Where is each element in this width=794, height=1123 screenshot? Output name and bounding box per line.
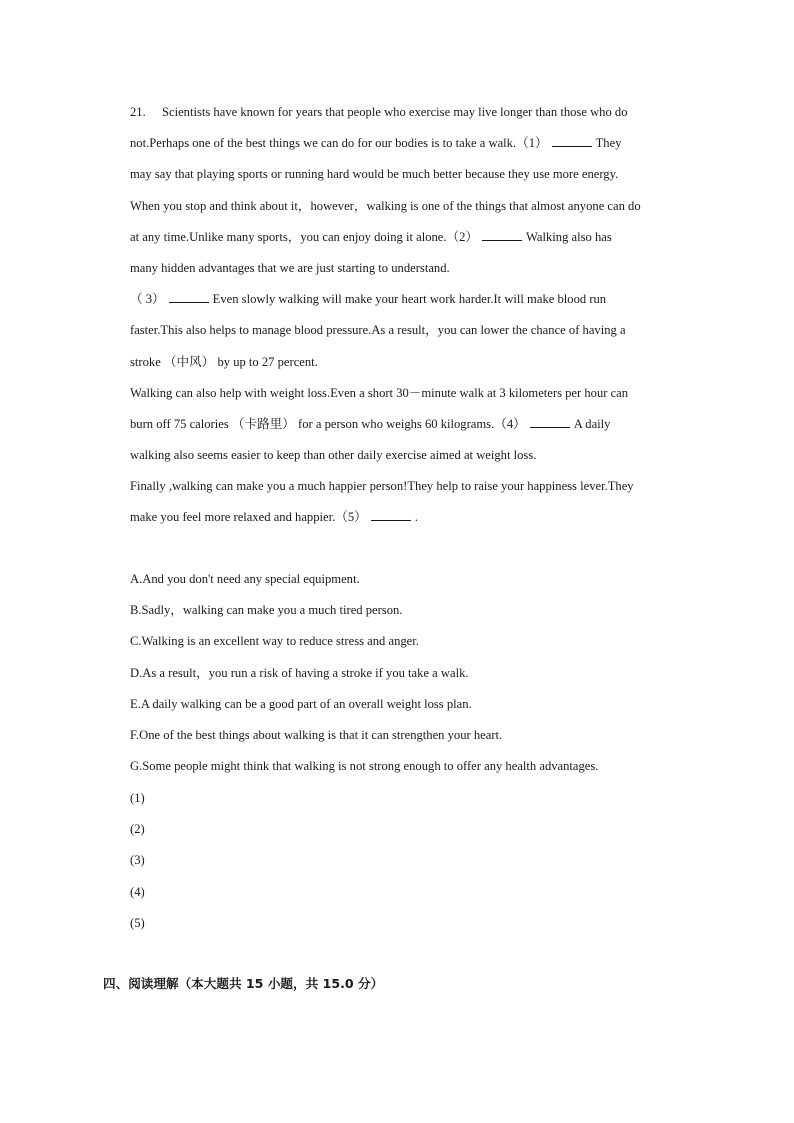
passage-text: Walking also has: [526, 229, 612, 244]
answer-slot[interactable]: (3): [130, 853, 145, 868]
passage-text: not.Perhaps one of the best things we can do for our bodies is to take a walk.（1）: [130, 136, 548, 151]
option-item: E.A daily walking can be a good part of an overall weight loss plan.: [130, 696, 472, 711]
passage-text: When you stop and think about it，however，walking is one of the things that almost anyone can do: [130, 198, 641, 213]
passage-text: walking also seems easier to keep than other daily exercise aimed at weight loss.: [130, 448, 537, 463]
passage-line: [130, 317, 695, 348]
answer-slot[interactable]: (1): [130, 791, 145, 805]
option-item: C.Walking is an excellent way to reduce stress and anger.: [130, 634, 419, 649]
section-title: 四、阅读理解（本大题共 15 小题，共 15.0 分）: [103, 976, 384, 991]
passage-line: [130, 224, 695, 255]
passage-text: burn off 75 calories （卡路里） for a person who weighs 60 kilograms.（4）: [130, 416, 526, 431]
passage-line: [130, 99, 695, 130]
passage-text: Walking can also help with weight loss.Even a short 30－minute walk at 3 kilometers per hour can: [130, 385, 629, 400]
answer-slot[interactable]: (5): [130, 915, 145, 930]
passage-text: .: [414, 510, 418, 525]
option-item: F.One of the best things about walking is that it can strengthen your heart.: [130, 727, 503, 742]
answer-blank[interactable]: [371, 506, 411, 521]
passage-text: Finally ,walking can make you a much happier person!They help to raise your happiness lever.They: [130, 479, 634, 494]
question-number: 21.: [130, 105, 146, 119]
answer-slots: [130, 785, 230, 941]
passage-text: make you feel more relaxed and happier.（5）: [130, 510, 367, 525]
passage-text: at any time.Unlike many sports，you can enjoy doing it alone.（2）: [130, 229, 479, 244]
passage-line: [130, 380, 695, 411]
passage-line: [130, 349, 695, 380]
answer-blank[interactable]: [169, 288, 209, 303]
passage-line: [130, 473, 695, 504]
answer-blank[interactable]: [530, 413, 570, 428]
option-item: G.Some people might think that walking is not strong enough to offer any health advantages.: [130, 759, 599, 774]
passage-text: Even slowly walking will make your heart work harder.It will make blood run: [212, 292, 607, 307]
answer-slot[interactable]: (2): [130, 822, 145, 837]
option-item: D.As a result，you run a risk of having a stroke if you take a walk.: [130, 665, 469, 680]
passage-line: [130, 442, 695, 473]
reading-passage: [130, 99, 695, 536]
passage-text: They: [595, 136, 622, 151]
passage-line: [130, 130, 695, 161]
passage-text: A daily: [573, 416, 611, 431]
passage-line: [130, 411, 695, 442]
passage-text: faster.This also helps to manage blood pressure.As a result，you can lower the chance of having a: [130, 323, 626, 338]
passage-text: may say that playing sports or running hard would be much better because they use more energy.: [130, 167, 619, 182]
answer-blank[interactable]: [482, 226, 522, 241]
passage-text: Scientists have known for years that people who exercise may live longer than those who do: [162, 105, 628, 119]
passage-text: stroke （中风） by up to 27 percent.: [130, 354, 318, 369]
option-item: A.And you don't need any special equipment.: [130, 572, 360, 586]
passage-line: [130, 286, 695, 317]
passage-line: [130, 255, 695, 286]
passage-line: [130, 161, 695, 192]
answer-blank[interactable]: [552, 132, 592, 147]
answer-slot[interactable]: (4): [130, 884, 145, 899]
answer-options: [130, 566, 695, 784]
passage-text: （ 3）: [130, 292, 165, 307]
option-item: B.Sadly，walking can make you a much tired person.: [130, 603, 403, 618]
passage-text: many hidden advantages that we are just starting to understand.: [130, 260, 450, 275]
passage-line: [130, 504, 695, 535]
passage-line: [130, 193, 695, 224]
